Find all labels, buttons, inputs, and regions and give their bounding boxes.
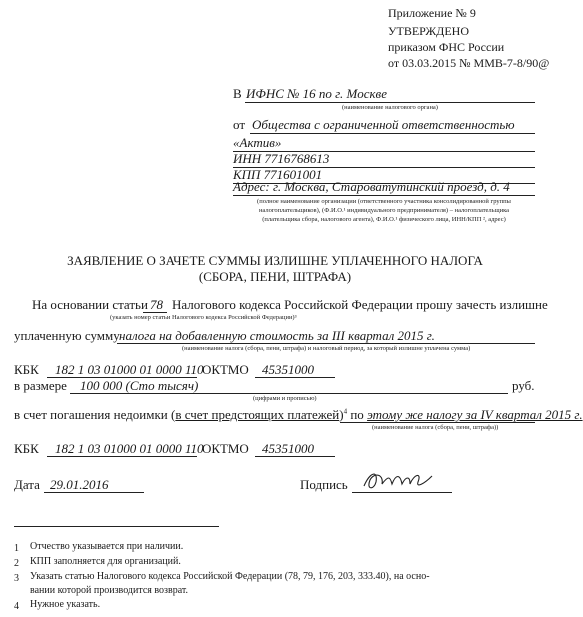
sender-underline-5 xyxy=(233,195,535,196)
basis-suffix: Налогового кодекса Российской Федерации прошу зачесть излишне xyxy=(172,297,548,312)
date-label: Дата xyxy=(14,477,40,492)
tax-office-caption: (наименование налогового органа) xyxy=(342,104,438,111)
amount-prefix: в размере xyxy=(14,378,67,393)
oktmo-label-1: ОКТМО xyxy=(202,362,249,377)
approval-order: приказом ФНС России xyxy=(388,40,505,54)
oktmo-value-1: 45351000 xyxy=(262,362,314,377)
tax-office-underline xyxy=(245,102,535,103)
sender-prefix: от xyxy=(233,117,246,132)
amount-suffix: руб. xyxy=(512,378,535,393)
footnote-1-text: Отчество указывается при наличии. xyxy=(30,541,184,552)
article-field: 78 xyxy=(150,297,163,312)
offset-prefix-text: в счет погашения недоимки xyxy=(14,407,168,422)
footnote-3-num: 3 xyxy=(14,573,19,584)
signature-scribble xyxy=(360,466,440,496)
oktmo-underline-2 xyxy=(255,456,335,457)
offset-value: в счет предстоящих платежей xyxy=(175,407,340,422)
amount-caption: (цифрами и прописью) xyxy=(253,395,317,402)
offset-prefix: в счет погашения недоимки (в счет предстоящих платежей)$^4$ по этому же налогу за IV квартал 2015 г. xyxy=(14,407,583,422)
footnote-2-num: 2 xyxy=(14,558,19,569)
recipient-prefix: В xyxy=(233,86,242,101)
footnote-3-text-cont: вании которой производится возврат. xyxy=(30,585,189,596)
footnote-2-text: КПП заполняется для организаций. xyxy=(30,556,181,567)
approved-label: УТВЕРЖДЕНО xyxy=(388,24,470,38)
sender-name-line2: «Актив» xyxy=(233,135,282,150)
footnote-3-text: Указать статью Налогового кодекса Российской Федерации (78, 79, 176, 203, 333.40), на осно- xyxy=(30,571,430,582)
offset-tax: этому же налогу за IV квартал 2015 г. xyxy=(367,407,583,422)
date-value: 29.01.2016 xyxy=(50,477,109,492)
offset-by: по xyxy=(350,407,364,422)
kbk-value-1: 182 1 03 01000 01 0000 110 xyxy=(55,362,204,377)
tax-office-field: ИФНС № 16 по г. Москве xyxy=(246,86,387,101)
sender-underline-1 xyxy=(250,133,535,134)
offset-footnote-ref: 4 xyxy=(343,407,348,416)
article-caption: (указать номер статьи Налогового кодекса Российской Федерации)³ xyxy=(110,314,297,321)
signature-label: Подпись xyxy=(300,477,348,492)
kbk-label-1: КБК xyxy=(14,362,39,377)
document-title-line1: ЗАЯВЛЕНИЕ О ЗАЧЕТЕ СУММЫ ИЗЛИШНЕ УПЛАЧЕННОГО НАЛОГА xyxy=(67,253,483,268)
paid-caption: (наименование налога (сбора, пени, штрафа) и налоговый период, за который излишне уплачена сумма) xyxy=(182,345,471,352)
footnote-1-num: 1 xyxy=(14,543,19,554)
oktmo-underline-1 xyxy=(255,377,335,378)
footnote-4-num: 4 xyxy=(14,601,19,612)
paid-prefix: уплаченную сумму xyxy=(14,328,120,343)
sender-name-line1: Общества с ограниченной ответственностью xyxy=(252,117,515,132)
offset-caption: (наименование налога (сбора, пени, штрафа)) xyxy=(372,424,499,431)
sender-address: Адрес: г. Москва, Староватутинский проезд, д. 4 xyxy=(233,179,510,194)
footnote-separator xyxy=(14,526,219,527)
kbk-label-2: КБК xyxy=(14,441,39,456)
approval-order-date: от 03.03.2015 № ММВ-7-8/90@ xyxy=(388,56,550,70)
paid-value: налога на добавленную стоимость за III квартал 2015 г. xyxy=(119,328,435,343)
oktmo-label-2: ОКТМО xyxy=(202,441,249,456)
date-underline xyxy=(44,492,144,493)
sender-caption-3: (плательщика сбора, налогового агента), Ф.И.О.¹ физического лица, ИНН/КПП ², адрес) xyxy=(262,216,506,223)
basis-prefix: На основании статьи xyxy=(32,297,148,312)
document-title-line2: (СБОРА, ПЕНИ, ШТРАФА) xyxy=(198,269,352,284)
footnote-4-text: Нужное указать. xyxy=(30,599,101,610)
sender-inn: ИНН 7716768613 xyxy=(233,151,330,166)
kbk-value-2: 182 1 03 01000 01 0000 110 xyxy=(55,441,204,456)
sender-caption-2: налогоплательщиков), (Ф.И.О.¹ индивидуального предпринимателя) – налогоплательщика xyxy=(258,207,510,214)
sender-caption-1: (полное наименование организации (ответственного участника консолидированной группы xyxy=(257,198,511,205)
sender-kpp: КПП 771601001 xyxy=(233,167,323,182)
amount-value: 100 000 (Сто тысяч) xyxy=(80,378,199,393)
appendix-number: Приложение № 9 xyxy=(388,6,476,20)
oktmo-value-2: 45351000 xyxy=(262,441,314,456)
kbk-underline-2 xyxy=(47,456,197,457)
